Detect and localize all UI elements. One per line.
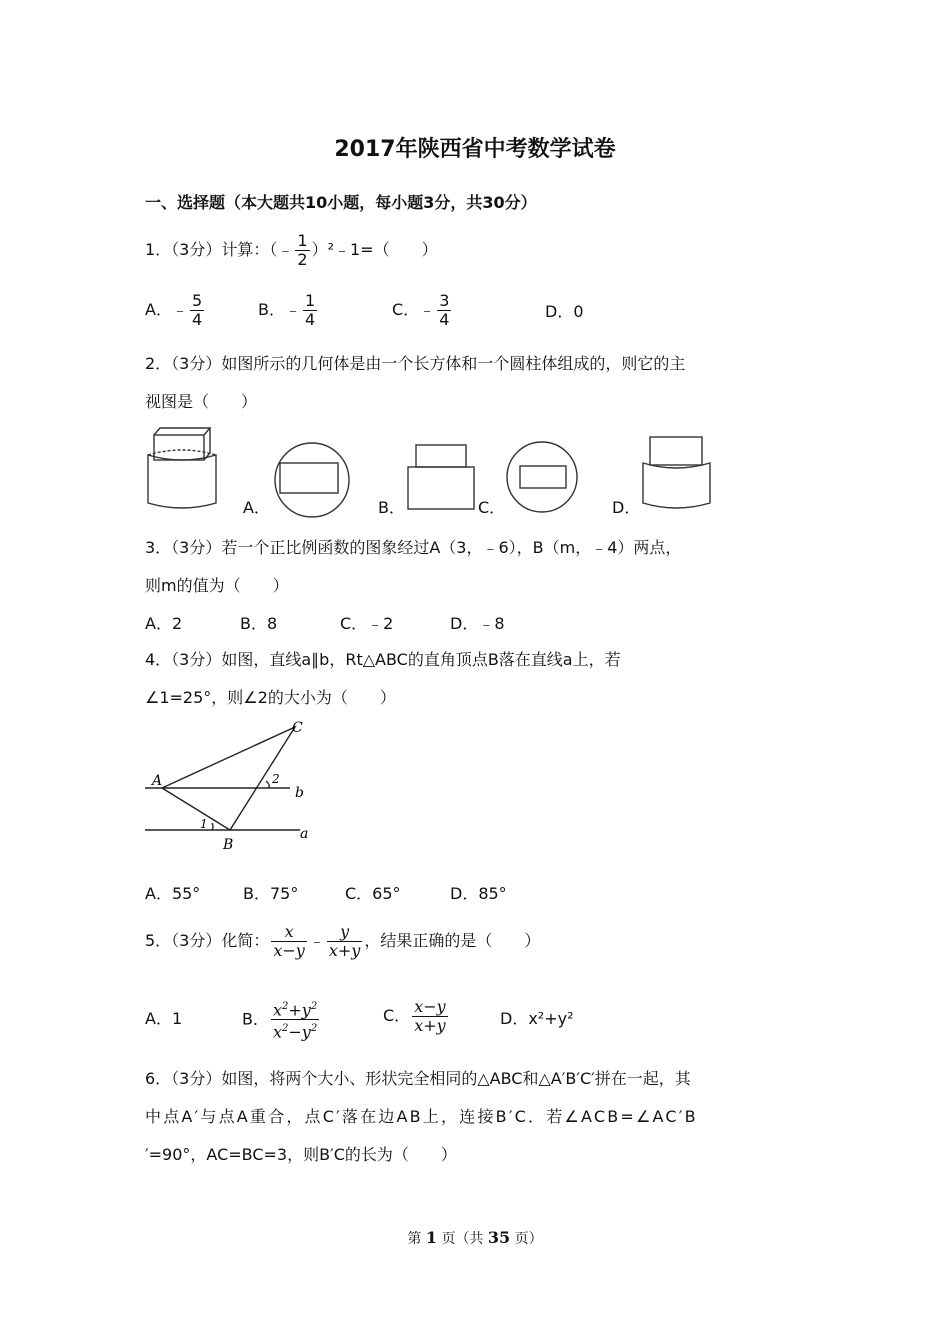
q5-option-a: A．1 [145,1009,183,1028]
question-4-line-1: 4．（3分）如图，直线a∥b，Rt△ABC的直角顶点B落在直线a上，若 [145,650,621,669]
q3-option-a: A．2 [145,614,183,633]
q2-option-c: C． [478,498,506,517]
q2-option-d: D． [612,498,641,517]
q5-option-b-fraction: $\frac{x^2+y^2}{x^2-y^2}$ [271,998,319,1042]
q1-option-b [258,292,319,329]
q1-frac-den: 2 [297,250,308,269]
q5-c-den: x+y [414,1016,446,1035]
q1-b-den: 4 [304,310,316,329]
q1-prefix: 1．（3分）计算：（﹣ [145,240,294,259]
q1-option-c-label: C．﹣ [392,300,436,319]
question-2-line-2: 视图是（ ） [145,392,258,411]
q5-suffix: ，结果正确的是（ ） [364,931,541,950]
q1-option-b-label: B．﹣ [258,300,301,319]
q5-f1-num: x [271,923,306,942]
q5-f2-den: x+y [328,941,361,960]
q1-c-num: 3 [439,291,450,310]
q1-a-den: 4 [191,310,203,329]
q1-b-num: 1 [304,291,316,310]
question-6-line-2: 中点A′与点A重合，点C′落在边AB上，连接B′C．若∠ACB=∠AC′B [145,1107,698,1126]
page-footer [0,1228,950,1248]
q5-prefix: 5．（3分）化简： [145,931,270,950]
question-3-line-2: 则m的值为（ ） [145,576,289,595]
q1-option-d: D．0 [545,302,584,321]
q5-f2-num: y [327,923,362,942]
question-4-line-2: ∠1=25°，则∠2的大小为（ ） [145,688,396,707]
angle-2-arc [266,781,269,788]
q2-option-b: B． [378,498,405,517]
label-b-point: B [223,837,234,853]
q1-c-den: 4 [439,310,450,329]
q3-option-c: C．﹣2 [340,614,394,633]
q5-option-c [383,998,450,1035]
q3-option-b: B．8 [240,614,278,633]
question-1 [145,232,438,269]
question-2-line-1: 2．（3分）如图所示的几何体是由一个长方体和一个圆柱体组成的，则它的主 [145,354,686,373]
q2-option-a: A． [243,498,270,517]
footer-post: 页） [514,1231,543,1247]
q5-option-c-label: C． [383,1006,411,1025]
label-angle-2: 2 [272,772,280,786]
label-a-point: A [152,773,163,789]
q5-f1-den: x−y [273,941,305,960]
q1-frac-num: 1 [297,231,308,250]
question-5 [145,923,540,960]
q4-option-d: D．85° [450,884,507,903]
label-angle-1: 1 [200,817,208,831]
page-title: 2017年陕西省中考数学试卷 [334,137,616,162]
label-c: C [292,720,303,736]
footer-total-pages: 35 [487,1228,511,1247]
question-3-line-1: 3．（3分）若一个正比例函数的图象经过A（3，﹣6），B（m，﹣4）两点， [145,538,682,557]
footer-page-number: 1 [425,1228,437,1247]
solid-figure [148,428,216,508]
angle-1-arc [212,823,213,830]
q1-fraction [295,232,309,269]
q3-option-d: D．﹣8 [450,614,505,633]
question-6-line-3: ′=90°，AC=BC=3，则B′C的长为（ ） [145,1145,457,1164]
q4-option-a: A．55° [145,884,201,903]
q1-option-c [392,292,453,329]
q5-option-b-label: B． [242,1009,269,1029]
option-a-figure [275,443,349,517]
q4-option-b: B．75° [243,884,299,903]
q4-figure [140,715,330,855]
option-d-figure [643,437,710,508]
q5-minus: ﹣ [308,931,325,950]
footer-mid: 页（共 [441,1231,484,1247]
q5-option-b [242,998,321,1042]
q4-option-c: C．65° [345,884,401,903]
option-c-figure [507,442,577,512]
label-line-a: a [300,826,309,842]
q5-c-num: x−y [414,997,446,1016]
q2-figures [140,425,740,520]
q1-option-a [145,292,206,329]
option-b-figure [408,445,474,509]
question-6-line-1: 6．（3分）如图，将两个大小、形状完全相同的△ABC和△A′B′C′拼在一起，其 [145,1069,691,1088]
section-heading: 一、选择题（本大题共10小题，每小题3分，共30分） [145,193,537,212]
q1-a-num: 5 [191,291,203,310]
label-line-b: b [295,785,304,801]
footer-pre: 第 [407,1231,422,1247]
q1-suffix: ）²﹣1=（ ） [311,240,438,259]
q5-option-d: D．x²+y² [500,1009,574,1028]
q1-option-a-label: A．﹣ [145,300,188,319]
